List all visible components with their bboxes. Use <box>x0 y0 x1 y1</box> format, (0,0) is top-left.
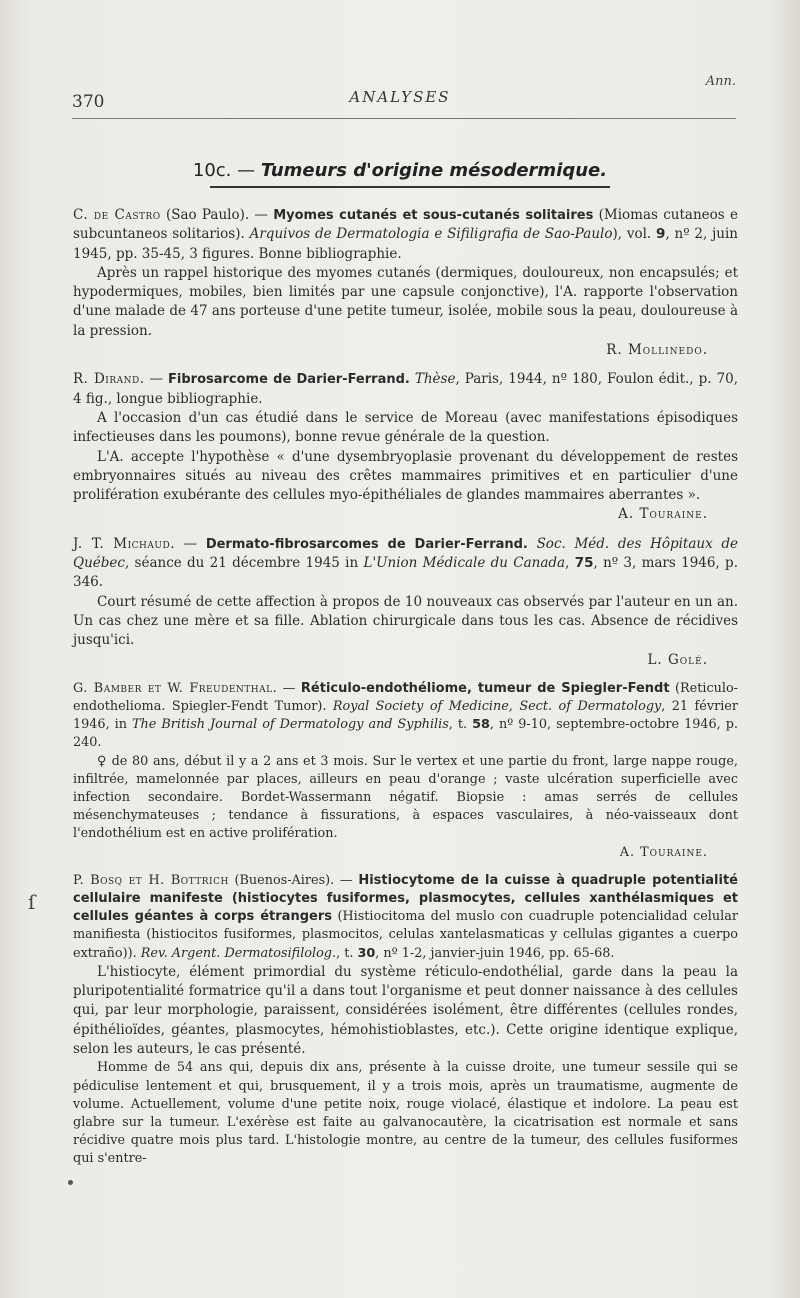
reference-text: — <box>277 680 301 696</box>
entry-bosq <box>73 872 738 1169</box>
ink-dot <box>68 1180 73 1185</box>
margin-annotation-mark: ſ <box>28 890 36 914</box>
header-rule <box>72 118 736 119</box>
volume-number: 75 <box>574 555 594 572</box>
reference <box>73 872 738 963</box>
reference-text: , <box>565 555 575 572</box>
section-number: 10c. — <box>192 160 256 181</box>
corner-label: Ann. <box>705 74 736 89</box>
reference-text: , nº 3, mars 1946, p. 346. <box>73 555 738 591</box>
reference-text: ), vol. <box>612 226 657 243</box>
abstract-paragraph: L'histiocyte, élément primordial du système réticulo-endothélial, garde dans la peau la pluripotentialité formatrice qu'il a dans tout l'organisme et peut donner naissance à des cellules qui, par leur morphologie, paraissent, considérées isolément, être différentes (cellules rondes, épithélioïdes, géantes, plasmocytes, hémohistioblastes, etc.). Cette origine identique explique, selon les auteurs, le cas présenté. <box>73 963 738 1058</box>
entry-title: Fibrosarcome de Darier-Ferrand. <box>168 372 410 388</box>
entry-author: G. Bamber et W. Freudenthal. <box>73 680 278 696</box>
reference <box>73 370 738 409</box>
journal-name: Royal Society of Medicine, Sect. of Dermatology <box>332 699 662 715</box>
reference-text: (Miomas cutaneos e subcuntaneos solitarios). <box>73 207 738 243</box>
reference-text: , 21 février 1946, in <box>73 699 738 733</box>
abstract-paragraph: ♀ de 80 ans, début il y a 2 ans et 3 mois. Sur le vertex et une partie du front, large nappe rouge, infiltrée, mamelonnée par places, ailleurs en peau d'orange ; vaste ulcération superficielle avec infection secondaire. Bordet-Wassermann négatif. Biopsie : amas serrés de cellules mésenchymateuses ; tendance à fissurations, à espaces vasculaires, à néo-vaisseaux dont l'endothélium est en active prolifération. <box>73 753 738 842</box>
section-title <box>0 160 800 181</box>
content <box>73 206 738 1179</box>
reference-text: , Paris, 1944, nº 180, Foulon édit., p. 70, 4 fig., longue bibliographie. <box>73 371 738 407</box>
reference-text: , t. <box>448 717 473 733</box>
entry-title: Myomes cutanés et sous-cutanés solitaires <box>273 208 594 223</box>
reviewer-signature: A. Touraine. <box>618 506 708 523</box>
entry-castro <box>73 206 738 360</box>
abstract-paragraph: Homme de 54 ans qui, depuis dix ans, présente à la cuisse droite, une tumeur sessile qui se pédiculise lentement et qui, brusquement, il y a trois mois, après un traumatisme, augmente de volume. Actuellement, volume d'une petite noix, rouge violacé, élastique et indolore. La peau est glabre sur la tumeur. L'exérèse est faite au galvanocautère, la cicatrisation est normale et sans récidive quatre mois plus tard. L'histologie montre, au centre de la tumeur, des cellules fusiformes qui s'entre- <box>73 1060 738 1167</box>
reference-text: , nº 1-2, janvier-juin 1946, pp. 65-68. <box>375 945 615 961</box>
entry-bamber <box>73 680 738 862</box>
running-head: ANALYSES <box>349 88 451 106</box>
reference-text: (Reticulo-endothelioma. Spiegler-Fendt Tumor). <box>73 680 738 715</box>
abstract-paragraph: A l'occasion d'un cas étudié dans le service de Moreau (avec manifestations épisodiques infectieuses dans les poumons), bonne revue générale de la question. <box>73 409 738 446</box>
title-underline <box>210 186 610 188</box>
abstract-paragraph: Court résumé de cette affection à propos de 10 nouveaux cas observés par l'auteur en un an. Un cas chez une mère et sa fille. Ablation chirurgicale dans tous les cas. Absence de récidives jusqu'ici. <box>73 593 738 649</box>
volume-number: 30 <box>357 945 376 961</box>
journal-name: Rev. Argent. Dermatosifilolog. <box>140 945 337 961</box>
entry-author: R. Dirand. <box>73 371 145 388</box>
reference-text: — <box>175 535 206 552</box>
entry-michaud <box>73 535 738 670</box>
reference-text: , nº 9-10, septembre-octobre 1946, p. 240. <box>73 717 739 751</box>
volume-number: 58 <box>472 717 490 733</box>
journal-name-secondary: L'Union Médicale du Canada <box>363 555 566 572</box>
reference-text: — <box>144 371 169 388</box>
reference-text: , séance du 21 décembre 1945 in <box>124 555 364 572</box>
reference-text: (Sao Paulo). — <box>160 207 274 223</box>
journal-name: Thèse <box>414 371 456 388</box>
abstract-paragraph: Après un rappel historique des myomes cutanés (dermiques, douloureux, non encapsulés; et hypodermiques, mobiles, bien limités par une capsule conjonctive), l'A. rapporte l'observation d'une malade de 47 ans porteuse d'une petite tumeur, isolée, mobile sous la peau, douloureuse à la pression. <box>73 264 738 339</box>
reference <box>73 680 738 753</box>
entry-author: P. Bosq et H. Bottrich <box>73 872 229 888</box>
reference-text: , t. <box>336 945 358 961</box>
reference-text: (Buenos-Aires). — <box>228 872 359 888</box>
entry-title: Dermato-fibrosarcomes de Darier-Ferrand. <box>205 536 528 552</box>
reviewer-signature: R. Mollinedo. <box>606 342 708 359</box>
reference <box>73 206 738 264</box>
reference-text <box>528 536 537 552</box>
reference-text: , nº 2, juin 1945, pp. 35-45, 3 figures. Bonne bibliographie. <box>73 226 738 262</box>
entry-title: Histiocytome de la cuisse à quadruple potentialité cellulaire manifeste (histiocytes fusiformes, plasmocytes, cellules xanthélasmiques et cellules géantes à corps étrangers <box>73 872 738 925</box>
page-number: 370 <box>72 92 105 112</box>
section-heading: Tumeurs d'origine mésodermique. <box>260 160 608 181</box>
entry-author: J. T. Michaud. <box>73 535 175 552</box>
reference-text: (Histiocitoma del muslo con cuadruple potencialidad celular manifiesta (histiocitos fusiformes, plasmocitos, celulas xantelasmaticas y cellulas gigantes a cuerpo extraño)). <box>73 909 738 961</box>
reviewer-signature: L. Golé. <box>647 651 708 668</box>
journal-name-secondary: The British Journal of Dermatology and Syphilis <box>132 717 449 733</box>
reference <box>73 535 738 593</box>
abstract-paragraph: L'A. accepte l'hypothèse « d'une dysembryoplasie provenant du développement de restes embryonnaires situés au niveau des crêtes mammaires primitives et en particulier d'une prolifération exubérante des cellules myo-épithéliales de glandes mammaires aberrantes ». <box>73 448 738 504</box>
entry-title: Réticulo-endothéliome, tumeur de Spiegler-Fendt <box>300 680 670 696</box>
journal-name: Soc. Méd. des Hôpitaux de Québec <box>73 535 738 572</box>
entry-author: C. de Castro <box>73 207 161 223</box>
volume-number: 9 <box>656 226 666 243</box>
entry-dirand <box>73 370 738 524</box>
journal-name: Arquivos de Dermatologia e Sifiligrafia de Sao-Paulo <box>249 226 613 243</box>
reviewer-signature: A. Touraine. <box>619 844 708 860</box>
